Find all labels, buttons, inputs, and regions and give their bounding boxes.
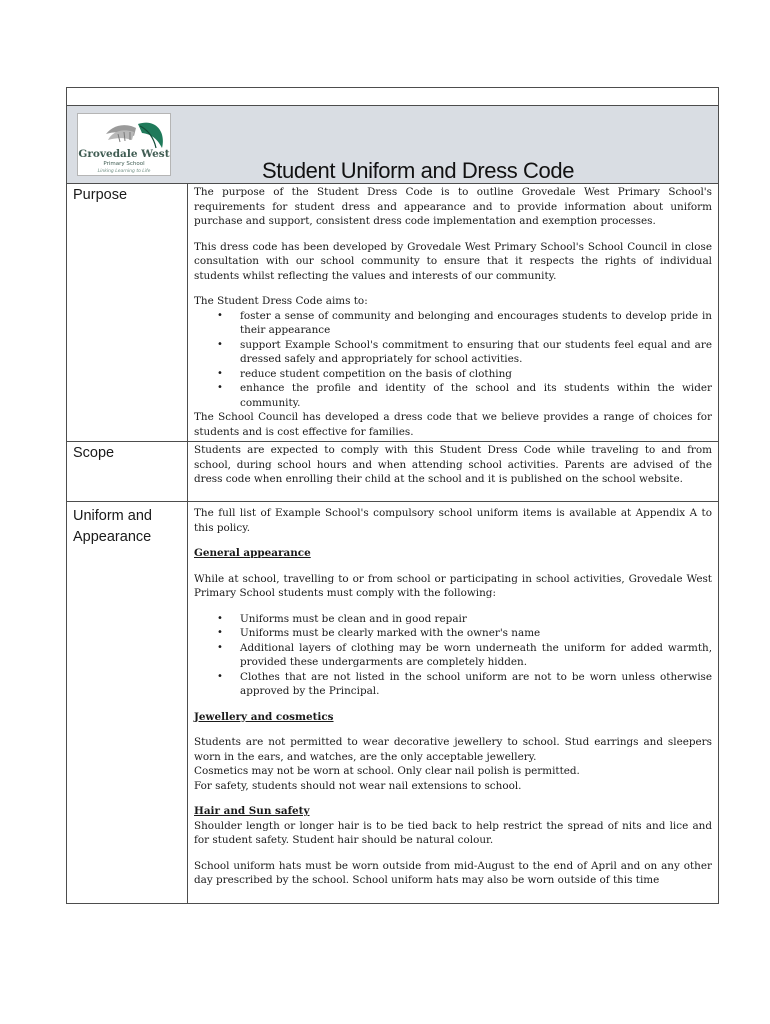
scope-row	[67, 442, 719, 502]
scope-text: Students are expected to comply with this Student Dress Code while traveling to and from school, during school hours and when attending school activities. Parents are advised of the dress code when enrolling their child at the school and it is published on the school website.	[194, 444, 712, 485]
list-item: • support Example School's commitment to ensuring that our students feel equal and are dressed safely and appropriately for school activities.	[240, 338, 712, 367]
purpose-closing: The School Council has developed a dress code that we believe provides a range of choices for students and is cost effective for families.	[194, 411, 712, 438]
purpose-content	[188, 184, 718, 439]
list-item: • Clothes that are not listed in the school uniform are not to be worn unless otherwise approved by the Principal.	[240, 670, 712, 699]
uniform-label: Uniform and Appearance	[73, 508, 152, 545]
list-item: • Uniforms must be clearly marked with the owner's name	[240, 626, 712, 641]
hair-text: Shoulder length or longer hair is to be tied back to help restrict the spread of nits and lice and for student safety. Student hair should be natural colour.	[194, 819, 712, 846]
page-title: Student Uniform and Dress Code	[262, 158, 575, 183]
scope-content	[188, 442, 718, 487]
aims-intro: The Student Dress Code aims to:	[194, 295, 368, 307]
svg-text:Primary School: Primary School	[103, 161, 145, 167]
jewellery-text-3: For safety, students should not wear nail extensions to school.	[194, 779, 522, 792]
purpose-label: Purpose	[73, 187, 128, 203]
uniform-content	[188, 502, 718, 888]
svg-text:Linking Learning to Life: Linking Learning to Life	[97, 169, 151, 174]
header-row	[67, 106, 719, 184]
aims-list	[194, 309, 712, 411]
list-item: • Additional layers of clothing may be worn underneath the uniform for added warmth, provided these undergarments are completely hidden.	[240, 641, 712, 670]
general-appearance-text: While at school, travelling to or from school or participating in school activities, Grovedale West Primary School students must comply with the following:	[194, 572, 712, 599]
list-item: • foster a sense of community and belonging and encourages students to develop pride in their appearance	[240, 309, 712, 338]
header-cell	[67, 106, 719, 184]
general-appearance-heading: General appearance	[194, 547, 311, 559]
hats-text: School uniform hats must be worn outside from mid-August to the end of April and on any other day prescribed by the school. School uniform hats may also be worn outside of this time	[194, 859, 712, 886]
uniform-row	[67, 502, 719, 904]
policy-table	[66, 87, 719, 904]
hair-heading: Hair and Sun safety	[194, 805, 310, 817]
top-empty-row	[67, 88, 719, 106]
purpose-paragraph-1: The purpose of the Student Dress Code is to outline Grovedale West Primary School's requirements for student dress and appearance and to provide information about uniform purchase and support, consistent dress code implementation and exemption processes.	[194, 186, 712, 227]
svg-text:Grovedale West: Grovedale West	[78, 148, 170, 160]
general-appearance-list	[194, 612, 712, 699]
school-logo	[77, 113, 171, 176]
jewellery-text-2: Cosmetics may not be worn at school. Only clear nail polish is permitted.	[194, 765, 580, 777]
purpose-paragraph-2: This dress code has been developed by Grovedale West Primary School's School Council in close consultation with our school community to ensure that it respects the rights of individual students whilst reflecting the values and interests of our community.	[194, 240, 712, 282]
uniform-intro: The full list of Example School's compulsory school uniform items is available at Appendix A to this policy.	[194, 507, 712, 534]
logo-leaf-icon	[78, 114, 170, 175]
jewellery-text-1: Students are not permitted to wear decorative jewellery to school. Stud earrings and sleepers worn in the ears, and watches, are the only acceptable jewellery.	[194, 736, 712, 763]
jewellery-heading: Jewellery and cosmetics	[194, 710, 334, 723]
list-item: • enhance the profile and identity of the school and its students within the wider community.	[240, 381, 712, 410]
scope-label: Scope	[73, 445, 115, 461]
purpose-row	[67, 184, 719, 442]
list-item: • reduce student competition on the basis of clothing	[240, 367, 712, 382]
list-item: • Uniforms must be clean and in good repair	[240, 612, 712, 627]
